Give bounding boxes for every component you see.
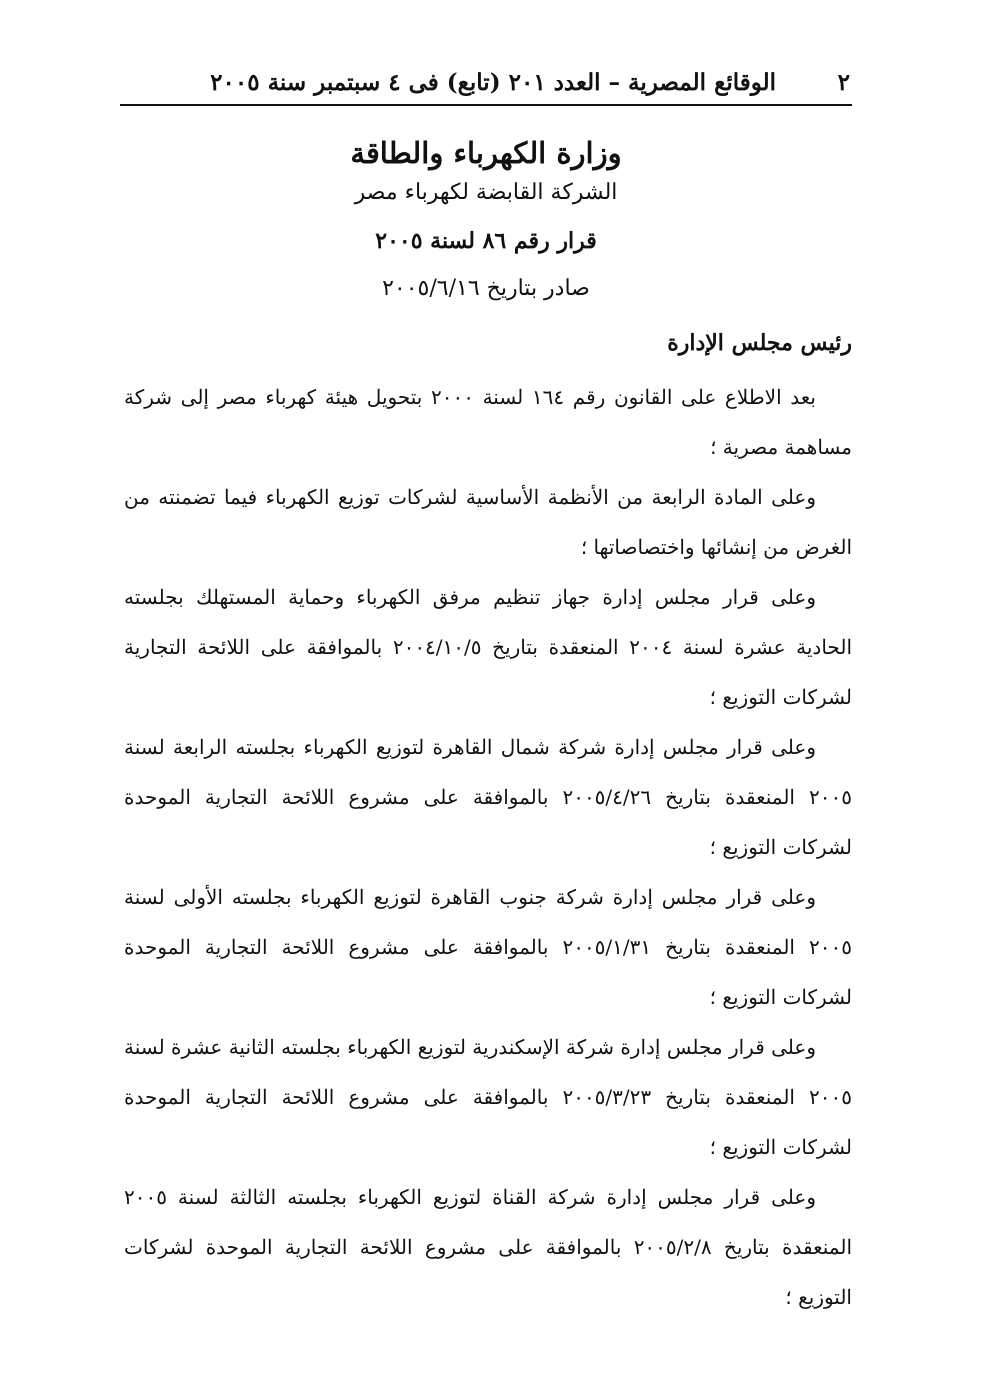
decree-number: قرار رقم ٨٦ لسنة ٢٠٠٥: [375, 228, 597, 254]
chairman-heading: رئيس مجلس الإدارة: [667, 330, 852, 356]
body-paragraph: وعلى قرار مجلس إدارة شركة شمال القاهرة لتوزيع الكهرباء بجلسته الرابعة لسنة ٢٠٠٥ المنعقدة بتاريخ ٢٠٠٥/٤/٢٦ بالموافقة على مشروع اللائحة التجارية الموحدة لشركات التوزيع ؛: [124, 735, 852, 859]
body-paragraph: وعلى المادة الرابعة من الأنظمة الأساسية لشركات توزيع الكهرباء فيما تضمنته من الغرض من إنشائها واختصاصاتها ؛: [124, 485, 852, 559]
body-paragraph: وعلى قرار مجلس إدارة شركة القناة لتوزيع الكهرباء بجلسته الثالثة لسنة ٢٠٠٥ المنعقدة بتاريخ ٢٠٠٥/٢/٨ بالموافقة على مشروع اللائحة التجارية الموحدة لشركات التوزيع ؛: [124, 1185, 853, 1309]
running-header: [120, 62, 850, 102]
running-title: الوقائع المصرية – العدد ٢٠١ (تابع) فى ٤ سبتمبر سنة ٢٠٠٥: [210, 68, 776, 96]
body-paragraph: وعلى قرار مجلس إدارة جهاز تنظيم مرفق الكهرباء وحماية المستهلك بجلسته الحادية عشرة لسنة ٢٠٠٤ المنعقدة بتاريخ ٢٠٠٤/١٠/٥ بالموافقة على اللائحة التجارية لشركات التوزيع ؛: [124, 585, 852, 709]
decree-titles: [120, 128, 852, 324]
issue-date: صادر بتاريخ ٢٠٠٥/٦/١٦: [382, 276, 590, 301]
ministry-title: وزارة الكهرباء والطاقة: [350, 136, 622, 170]
decree-body: [124, 372, 852, 1322]
body-paragraph: وعلى قرار مجلس إدارة شركة جنوب القاهرة لتوزيع الكهرباء بجلسته الأولى لسنة ٢٠٠٥ المنعقدة بتاريخ ٢٠٠٥/١/٣١ بالموافقة على مشروع اللائحة التجارية الموحدة لشركات التوزيع ؛: [124, 885, 852, 1009]
company-title: الشركة القابضة لكهرباء مصر: [354, 180, 618, 205]
header-divider: [120, 104, 852, 106]
body-paragraph: بعد الاطلاع على القانون رقم ١٦٤ لسنة ٢٠٠٠ بتحويل هيئة كهرباء مصر إلى شركة مساهمة مصرية ؛: [124, 385, 852, 459]
body-paragraph: وعلى قرار مجلس إدارة شركة الإسكندرية لتوزيع الكهرباء بجلسته الثانية عشرة لسنة ٢٠٠٥ المنعقدة بتاريخ ٢٠٠٥/٣/٢٣ بالموافقة على مشروع اللائحة التجارية الموحدة لشركات التوزيع ؛: [124, 1035, 852, 1159]
page-number: ٢: [837, 68, 850, 96]
